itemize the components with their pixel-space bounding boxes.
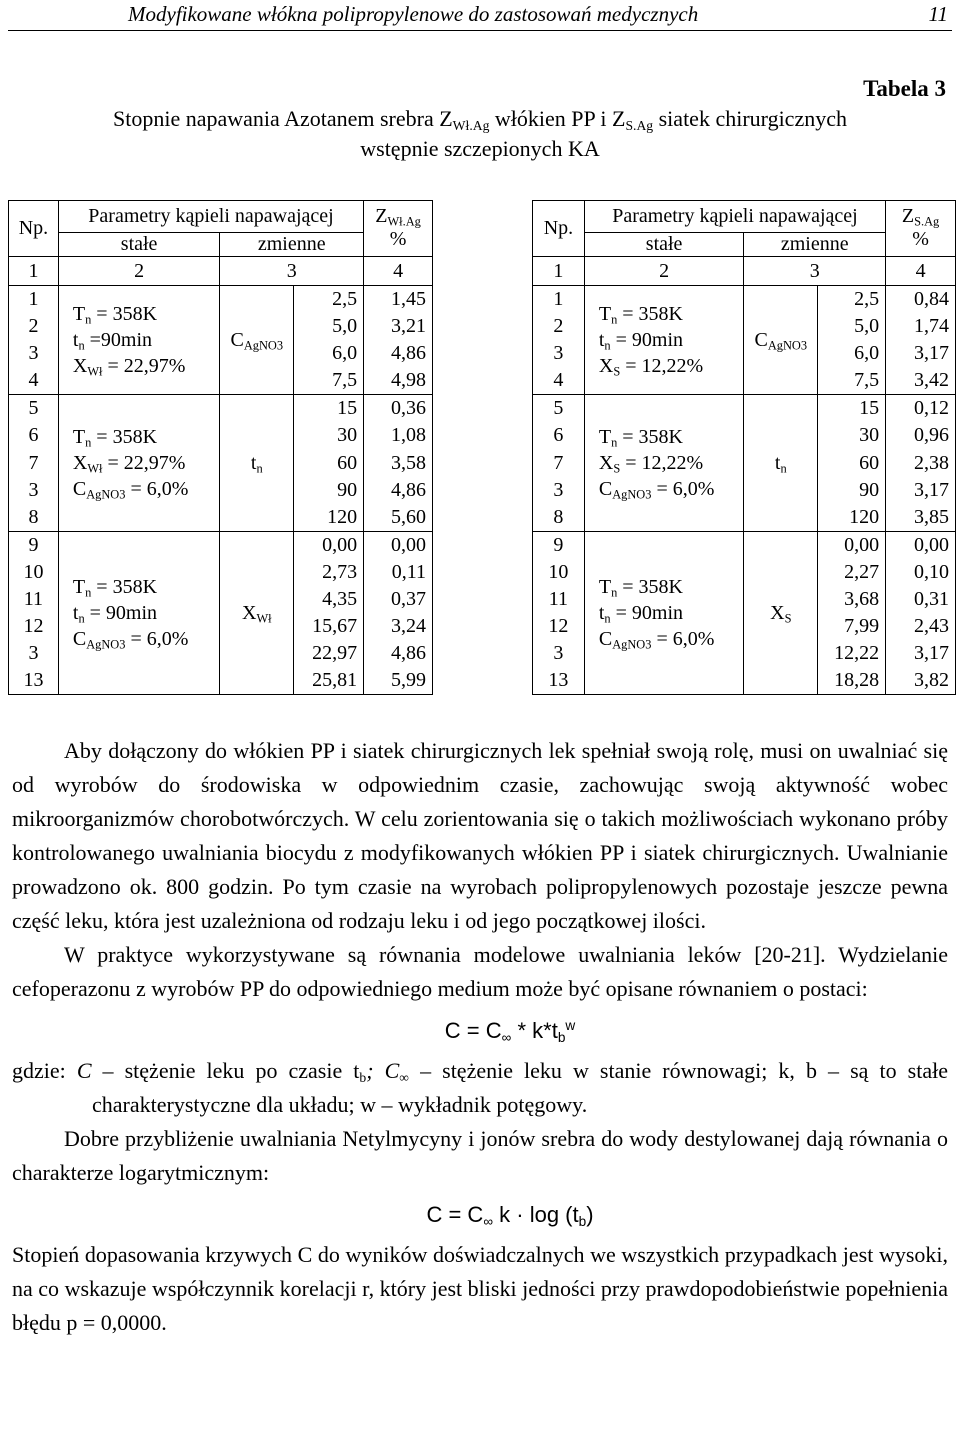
constants-group-2: $T_n = 358K$ $X_{Wł} = 22,97\%$ $C_{AgNO3} = 6,0\%$ — [58, 395, 219, 531]
constants-group-2: $T_n = 358K$ $X_S = 12,22\%$ $C_{AgNO3} = 6,0\%$ — [584, 395, 744, 531]
table-row-group-2: 5 6 7 3 8 $T_n = 358K$ $X_{Wł} = 22,97\%$ $C_{AgNO3} = 6,0\%$ $t_n$ 15 30 60 90 120 0,36 1,08 3,58 4,86 5,60 — [9, 395, 433, 531]
header-np: Np. — [9, 201, 59, 257]
constants-group-1: $T_n = 358K$ $t_n =90\min$ $X_{Wł} = 22,97\%$ — [58, 286, 219, 395]
caption-line-2: wstępnie szczepionych KA — [360, 136, 600, 161]
paragraph-gdzie: gdzie: C – stężenie leku po czasie $t_b$; $C_\infty$ – stężenie leku w stanie równowagi; k, b – są to stałe charakterystyczne dla układu; w – wykładnik potęgowy. — [12, 1058, 948, 1117]
column-number-row: 1 2 3 4 — [533, 257, 956, 286]
constants-group-3: $T_n = 358K$ $t_n = 90\min$ $C_{AgNO3} = 6,0\%$ — [584, 531, 744, 695]
variable-group-3: $X_S$ — [744, 531, 818, 695]
variable-group-1: $C_{AgNO3}$ — [220, 286, 294, 395]
formula-log: $C = C_\infty$ $k \cdot \log (t_b)$ — [426, 1202, 594, 1230]
constants-group-3: $T_n = 358K$ $t_n = 90\min$ $C_{AgNO3} = 6,0\%$ — [58, 531, 219, 695]
paragraph-2: W praktyce wykorzystywane są równania modelowe uwalniania leków [20-21]. Wydzielanie cefoperazonu z wyrobów PP do odpowiedniego medium może być opisane równaniem o postaci: — [12, 942, 948, 1001]
table-row-group-1: 1 2 3 4 $T_n = 358K$ $t_n =90\min$ $X_{Wł} = 22,97\%$ $C_{AgNO3}$ 2,5 5,0 6,0 7,5 1,45 3,21 4,86 4,98 — [9, 286, 433, 395]
variable-group-3: $X_{Wł}$ — [220, 531, 294, 695]
running-title: Modyfikowane włókna polipropylenowe do zastosowań medycznych — [128, 2, 699, 26]
column-number-row: 1 2 3 4 — [9, 257, 433, 286]
header-np: Np. — [533, 201, 585, 257]
paragraph-4: Stopień dopasowania krzywych C do wyników doświadczalnych we wszystkich przypadkach jest wysoki, na co wskazuje współczynnik korelacji r, który jest bliski jedności przy prawdopodobieństwie popełnienia błędu p = 0,0000. — [12, 1242, 948, 1335]
variable-group-2: $t_n$ — [744, 395, 818, 531]
left-table — [8, 200, 433, 695]
paragraph-3: Dobre przybliżenie uwalniania Netylmycyny i jonów srebra do wody destylowanej dają równania o charakterze logarytmicznym: — [12, 1126, 948, 1185]
table-label: Tabela 3 — [863, 76, 946, 101]
header-z: $Z_{S.Ag}$ % — [886, 201, 956, 257]
page-number: 11 — [928, 2, 948, 26]
table-row-group-3: 9 10 11 12 3 13 $T_n = 358K$ $t_n = 90\min$ $C_{AgNO3} = 6,0\%$ $X_S$ 0,00 2,27 3,68 7,99 12,22 18,28 0,00 0,10 0,31 2,43 3,17 3,82 — [533, 531, 956, 695]
header-z: $Z_{Wł.Ag}$ % — [364, 201, 433, 257]
formula-power: $C = C_\infty * k*t_b^w$ — [444, 1017, 576, 1046]
table-row-group-3: 9 10 11 12 3 13 $T_n = 358K$ $t_n = 90\min$ $C_{AgNO3} = 6,0\%$ $X_{Wł}$ 0,00 2,73 4,35 15,67 22,97 25,81 0,00 0,11 0,37 3,24 4,86 5,99 — [9, 531, 433, 695]
header-zmienne: zmienne — [220, 233, 364, 257]
constants-group-1: $T_n = 358K$ $t_n = 90\min$ $X_S = 12,22\%$ — [584, 286, 744, 395]
body-text — [12, 734, 948, 1340]
header-rule — [8, 30, 952, 31]
paragraph-1: Aby dołączony do włókien PP i siatek chirurgicznych lek spełniał swoją rolę, musi on uwalniać się od wyrobów do środowiska w odpowiednim czasie, zachowując swoją aktywność wobec mikroorganizmów chorobotwórczych. W celu zorientowania się o takich możliwościach wykonano próby kontrolowanego uwalniania biocydu z modyfikowanych włókien PP i siatek chirurgicznych. Uwalnianie prowadzono ok. 800 godzin. Po tym czasie na wyrobach polipropylenowych pozostaje jeszcze pewna część leku, która jest uzależniona od rodzaju leku i od jego początkowej ilości. — [12, 738, 948, 933]
variable-group-1: $C_{AgNO3}$ — [744, 286, 818, 395]
variable-group-2: $t_n$ — [220, 395, 294, 531]
table-row-group-1: 1 2 3 4 $T_n = 358K$ $t_n = 90\min$ $X_S = 12,22\%$ $C_{AgNO3}$ 2,5 5,0 6,0 7,5 0,84 1,74 3,17 3,42 — [533, 286, 956, 395]
header-stale: stałe — [58, 233, 219, 257]
header-params: Parametry kąpieli napawającej — [58, 201, 363, 233]
header-params: Parametry kąpieli napawającej — [584, 201, 885, 233]
right-table — [532, 200, 956, 695]
table-caption — [0, 104, 960, 164]
header-stale: stałe — [584, 233, 744, 257]
running-header — [0, 0, 960, 30]
header-zmienne: zmienne — [744, 233, 886, 257]
table-row-group-2: 5 6 7 3 8 $T_n = 358K$ $X_S = 12,22\%$ $C_{AgNO3} = 6,0\%$ $t_n$ 15 30 60 90 120 0,12 0,96 2,38 3,17 3,85 — [533, 395, 956, 531]
caption-line-1: Stopnie napawania Azotanem srebra $Z_{Wł.Ag}$ włókien PP i $Z_{S.Ag}$ siatek chirurgicznych — [113, 106, 847, 134]
